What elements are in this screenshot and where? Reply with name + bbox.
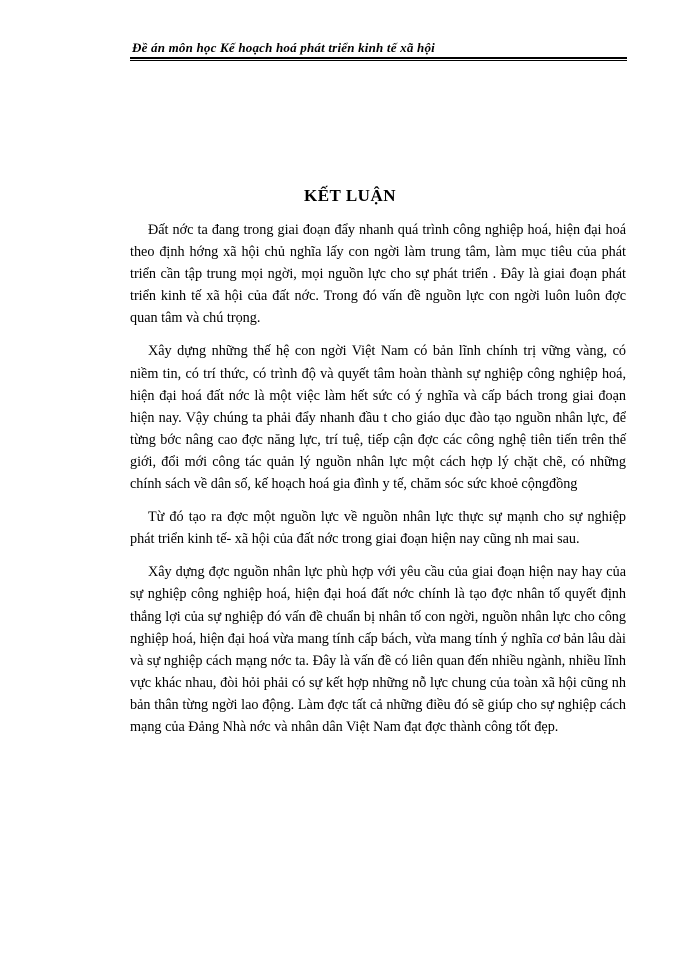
header-rule bbox=[130, 57, 627, 61]
paragraph-3: Từ đó tạo ra đợc một nguồn lực về nguồn nhân lực thực sự mạnh cho sự nghiệp phát triển kinh tế- xã hội của đất nớc trong giai đoạn hiện nay cũng nh mai sau. bbox=[130, 509, 626, 548]
body-text bbox=[130, 219, 626, 738]
section-title: KẾT LUẬN bbox=[303, 186, 396, 205]
paragraph-2: Xây dựng những thế hệ con ngời Việt Nam có bản lĩnh chính trị vững vàng, có niềm tin, có trí thức, có trình độ và quyết tâm hoàn thành sự nghiệp công nghiệp hoá, hiện đại hoá đất nớc là một việc làm hết sức có ý nghĩa và cấp bách trong giai đoạn hiện nay. Vậy chúng ta phải đẩy nhanh đầu t cho giáo dục đào tạo nguồn nhân lực, để từng bớc nâng cao đợc năng lực, trí tuệ, tiếp cận đợc các công nghệ tiên tiến trên thế giới, đổi mới công tác quản lý nguồn nhân lực một cách hợp lý chặt chẽ, có những chính sách về dân số, kế hoạch hoá gia đình y tế, chăm sóc sức khoẻ cộngđồng bbox=[130, 343, 626, 493]
running-header: Đề án môn học Kế hoạch hoá phát triển kinh tế xã hội bbox=[132, 40, 435, 55]
paragraph-1: Đất nớc ta đang trong giai đoạn đẩy nhanh quá trình công nghiệp hoá, hiện đại hoá theo định hớng xã hội chủ nghĩa lấy con ngời làm trung tâm, làm mục tiêu của phát triển cần tập trung mọi ngời, mọi nguồn lực cho sự phát triển . Đây là giai đoạn phát triển kinh tế xã hội của đất nớc. Trong đó vấn đề nguồn lực con ngời luôn luôn đợc quan tâm và chú trọng. bbox=[130, 222, 626, 327]
paragraph-4: Xây dựng đợc nguồn nhân lực phù hợp với yêu cầu của giai đoạn hiện nay hay của sự nghiệp công nghiệp hoá, hiện đại hoá đất nớc chính là tạo đợc nhân tố quyết định thắng lợi của sự nghiệp đó vấn đề chuẩn bị nhân tố con ngời, nguồn nhân lực cho công nghiệp hoá, hiện đại hoá vừa mang tính cấp bách, vừa mang tính ý nghĩa cơ bản lâu dài và sự nghiệp cách mạng nớc ta. Đây là vấn đề có liên quan đến nhiều ngành, nhiều lĩnh vực khác nhau, đòi hỏi phải có sự kết hợp những nỗ lực chung của toàn xã hội cũng nh bản thân từng ngời lao động. Làm đợc tất cả những điều đó sẽ giúp cho sự nghiệp cách mạng của Đảng Nhà nớc và nhân dân Việt Nam đạt đợc thành công tốt đẹp. bbox=[130, 564, 626, 735]
